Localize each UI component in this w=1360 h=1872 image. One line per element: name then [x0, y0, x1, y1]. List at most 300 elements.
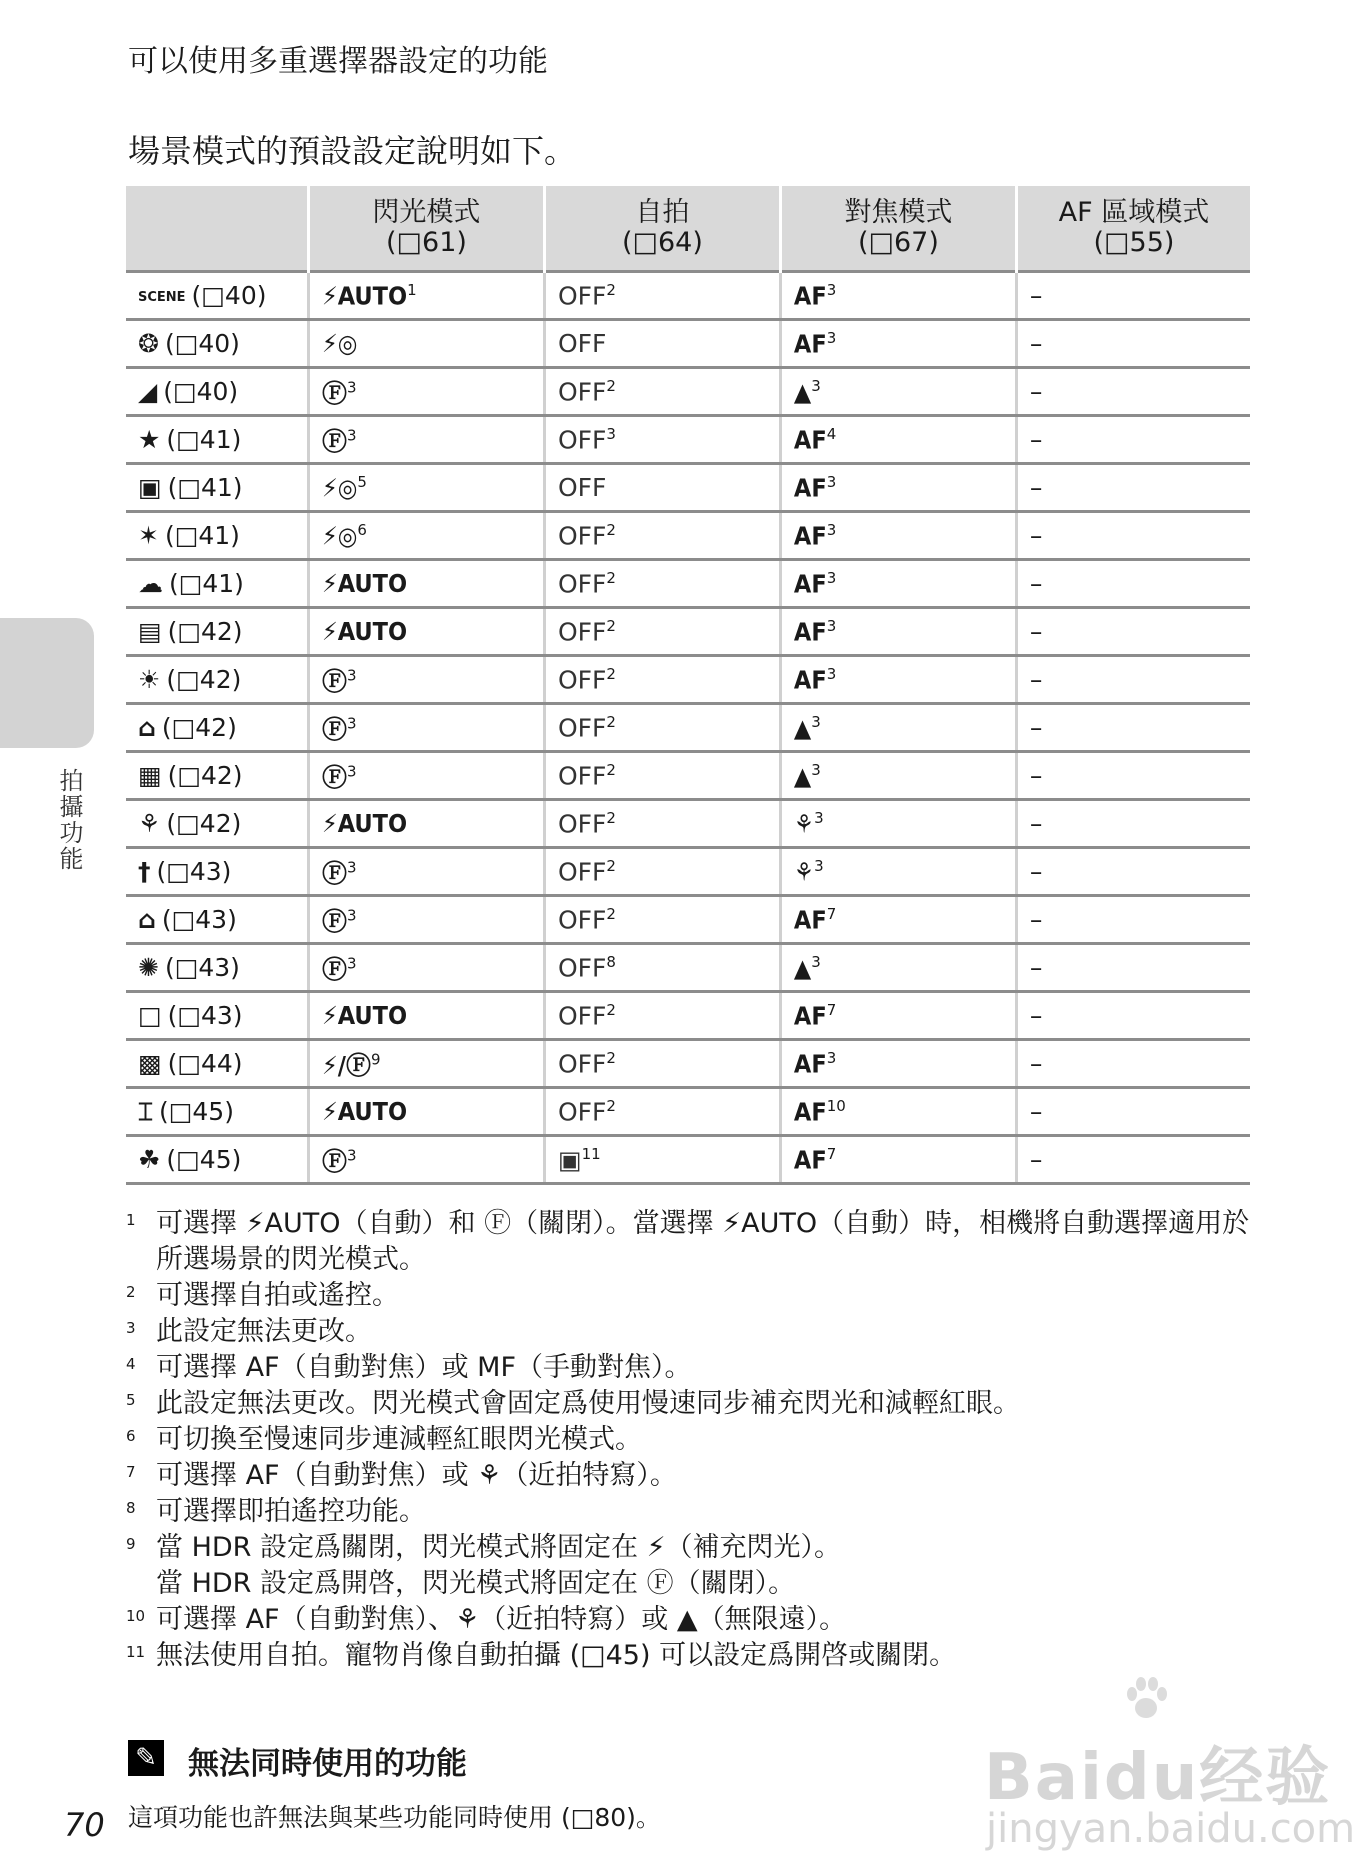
table-row	[126, 368, 1250, 416]
footnote-ref: 2	[606, 1000, 616, 1019]
focus-cell-value: AF	[793, 617, 827, 647]
flash-cell	[308, 992, 544, 1040]
self-timer-cell	[544, 1088, 780, 1136]
chapter-tab	[0, 618, 94, 748]
self-timer-cell-value: OFF	[557, 857, 607, 887]
footnote-ref: 3	[811, 712, 821, 731]
header-line: 對焦模式	[844, 197, 953, 228]
footnote-number: 10	[126, 1607, 146, 1625]
flash-cell	[308, 704, 544, 752]
af-area-cell-value: –	[1029, 1049, 1043, 1078]
focus-cell	[780, 1088, 1016, 1136]
footnote	[126, 1386, 1256, 1422]
focus-cell	[780, 848, 1016, 896]
page-ref: (□42)	[166, 809, 242, 838]
footnote-number: 7	[126, 1463, 136, 1481]
footnote-ref: 2	[606, 568, 616, 587]
af-area-cell	[1016, 416, 1250, 464]
page-header: 可以使用多重選擇器設定的功能	[128, 44, 548, 79]
af-area-cell-value: –	[1029, 281, 1043, 310]
table-row	[126, 656, 1250, 704]
self-timer-cell-value: OFF	[557, 377, 607, 407]
scene-cell	[126, 704, 308, 752]
footnote-ref: 5	[357, 472, 367, 491]
focus-cell	[780, 608, 1016, 656]
self-timer-cell	[544, 608, 780, 656]
footnote-ref: 2	[606, 520, 616, 539]
self-timer-cell-value: OFF	[557, 761, 607, 791]
scene-cell	[126, 944, 308, 992]
scene-mode-icon: □	[138, 1001, 162, 1030]
self-timer-cell	[544, 368, 780, 416]
footnote-ref: 3	[346, 1146, 357, 1165]
af-area-cell	[1016, 1040, 1250, 1088]
scene-cell	[126, 512, 308, 560]
header-line: 閃光模式	[372, 197, 481, 228]
focus-cell-value: AF	[793, 425, 827, 455]
scene-cell	[126, 1040, 308, 1088]
af-area-cell	[1016, 1088, 1250, 1136]
chapter-label: 拍攝功能	[55, 768, 83, 872]
af-area-cell-value: –	[1029, 377, 1043, 406]
scene-mode-icon: ⌶	[138, 1096, 154, 1126]
page-ref: (□42)	[167, 761, 243, 790]
self-timer-cell	[544, 272, 780, 320]
page-ref: (□43)	[161, 905, 237, 934]
scene-defaults-table	[126, 186, 1250, 1185]
footnote-ref: 3	[826, 1048, 837, 1067]
af-area-cell-value: –	[1029, 1097, 1043, 1126]
af-area-cell	[1016, 368, 1250, 416]
page-ref: (□43)	[156, 857, 232, 886]
scene-mode-icon: ❂	[138, 329, 159, 358]
page-ref: (□41)	[166, 425, 242, 454]
self-timer-cell-value: OFF	[557, 665, 607, 695]
flash-cell	[308, 272, 544, 320]
flash-cell-value: Ⓕ	[321, 666, 347, 696]
footnote-text: 可切換至慢速同步連減輕紅眼閃光模式。	[156, 1424, 642, 1455]
footnote	[126, 1458, 1256, 1494]
scene-cell	[126, 1088, 308, 1136]
footnote-ref: 3	[826, 616, 837, 635]
footnote-ref: 2	[606, 664, 616, 683]
footnote-ref: 2	[606, 904, 616, 923]
af-area-cell-value: –	[1029, 761, 1043, 790]
af-area-cell	[1016, 608, 1250, 656]
flash-cell	[308, 896, 544, 944]
table-row	[126, 272, 1250, 320]
footnote-text: 可選擇即拍遙控功能。	[156, 1496, 426, 1527]
header-flash-mode	[308, 186, 544, 272]
scene-cell	[126, 656, 308, 704]
focus-cell	[780, 272, 1016, 320]
focus-cell-value: ▲	[793, 761, 812, 791]
focus-cell-value: AF	[793, 281, 827, 311]
flash-cell	[308, 512, 544, 560]
scene-mode-icon: ✺	[138, 953, 159, 982]
focus-cell-value: ⚘	[793, 809, 815, 839]
scene-cell	[126, 992, 308, 1040]
flash-cell-value: ⚡◎	[321, 473, 358, 503]
footnote	[126, 1314, 1256, 1350]
af-area-cell	[1016, 944, 1250, 992]
scene-cell	[126, 896, 308, 944]
scene-cell	[126, 464, 308, 512]
flash-cell-value: Ⓕ	[321, 762, 347, 792]
scene-cell	[126, 416, 308, 464]
scene-mode-icon: ★	[138, 425, 161, 454]
af-area-cell-value: –	[1029, 857, 1043, 886]
scene-cell	[126, 1136, 308, 1184]
footnote-ref: 10	[826, 1096, 846, 1115]
footnote-ref: 3	[826, 472, 837, 491]
flash-cell	[308, 464, 544, 512]
self-timer-cell-value: OFF	[557, 713, 607, 743]
flash-cell	[308, 368, 544, 416]
footnote-text: 當 HDR 設定爲開啓，閃光模式將固定在 Ⓕ（關閉）。	[156, 1568, 796, 1599]
page-ref: (□43)	[167, 1001, 243, 1030]
focus-cell	[780, 944, 1016, 992]
af-area-cell	[1016, 272, 1250, 320]
footnote-text: 當 HDR 設定爲關閉，閃光模式將固定在 ⚡（補充閃光）。	[156, 1532, 842, 1563]
table-header-row	[126, 186, 1250, 272]
focus-cell	[780, 896, 1016, 944]
flash-cell-value: ⚡AUTO	[321, 1097, 408, 1126]
footnote	[126, 1638, 1256, 1674]
self-timer-cell	[544, 944, 780, 992]
page-ref: (□44)	[167, 1049, 243, 1078]
self-timer-cell	[544, 896, 780, 944]
header-text	[622, 197, 703, 258]
footnote-ref: 3	[826, 568, 837, 587]
self-timer-cell-value: OFF	[557, 809, 607, 839]
footnote-ref: 3	[826, 664, 837, 683]
footnote-ref: 4	[826, 424, 837, 443]
watermark-url: jingyan.baidu.com	[986, 1806, 1356, 1852]
flash-cell	[308, 1136, 544, 1184]
af-area-cell-value: –	[1029, 905, 1043, 934]
footnote-text: 此設定無法更改。閃光模式會固定爲使用慢速同步補充閃光和減輕紅眼。	[156, 1388, 1020, 1419]
af-area-cell	[1016, 560, 1250, 608]
focus-cell	[780, 464, 1016, 512]
footnote-ref: 3	[346, 954, 357, 973]
flash-cell	[308, 656, 544, 704]
flash-cell-value: ⚡AUTO	[321, 281, 408, 311]
footnote-ref: 3	[826, 520, 837, 539]
flash-cell	[308, 944, 544, 992]
header-text	[372, 197, 480, 258]
self-timer-cell-value: OFF	[557, 569, 607, 599]
page-ref: (□41)	[164, 521, 240, 550]
flash-cell	[308, 1088, 544, 1136]
table-row	[126, 1040, 1250, 1088]
scene-mode-icon: ☀	[138, 665, 161, 694]
footnote	[126, 1494, 1256, 1530]
focus-cell	[780, 368, 1016, 416]
flash-cell	[308, 320, 544, 368]
scene-mode-icon: ⚘	[138, 809, 161, 838]
af-area-cell	[1016, 464, 1250, 512]
af-area-cell-value: –	[1029, 329, 1043, 358]
footnote-ref: 2	[606, 376, 616, 395]
focus-cell	[780, 704, 1016, 752]
footnote-ref: 2	[606, 1048, 616, 1067]
self-timer-cell	[544, 800, 780, 848]
flash-cell	[308, 416, 544, 464]
footnote-ref: 3	[346, 714, 357, 733]
flash-cell-value: ⚡/Ⓕ	[321, 1050, 371, 1080]
self-timer-cell-value: OFF	[557, 905, 607, 935]
header-text	[1059, 197, 1210, 258]
footnote-ref: 7	[826, 904, 837, 923]
self-timer-cell-value: OFF	[557, 953, 607, 983]
header-scene	[126, 186, 308, 272]
footnote-number: 5	[126, 1391, 136, 1409]
page-ref: (□42)	[161, 713, 237, 742]
table-row	[126, 800, 1250, 848]
flash-cell-value: Ⓕ	[321, 378, 347, 408]
footnote	[126, 1350, 1256, 1386]
focus-cell-value: AF	[793, 665, 827, 695]
self-timer-cell-value: OFF	[557, 521, 607, 551]
footnote-ref: 2	[606, 616, 616, 635]
page-number: 70	[64, 1806, 105, 1844]
footnote	[126, 1602, 1256, 1638]
focus-cell-value: AF	[793, 521, 827, 551]
footnote-ref: 2	[606, 856, 616, 875]
footnote-ref: 8	[606, 952, 616, 971]
footnote-ref: 7	[826, 1000, 837, 1019]
header-af-area-mode	[1016, 186, 1250, 272]
self-timer-cell-value: OFF	[557, 329, 607, 358]
footnote-ref: 3	[346, 762, 357, 781]
af-area-cell	[1016, 896, 1250, 944]
flash-cell-value: ⚡AUTO	[321, 1001, 408, 1030]
focus-cell-value: AF	[793, 569, 827, 599]
flash-cell-value: Ⓕ	[321, 954, 347, 984]
flash-cell-value: Ⓕ	[321, 714, 347, 744]
self-timer-cell	[544, 848, 780, 896]
focus-cell	[780, 800, 1016, 848]
page-ref: (□42)	[166, 665, 242, 694]
watermark-logo: Baidu经验	[984, 1741, 1332, 1815]
focus-cell	[780, 1040, 1016, 1088]
header-focus-mode	[780, 186, 1016, 272]
footnote-text: 此設定無法更改。	[156, 1316, 372, 1347]
flash-cell	[308, 752, 544, 800]
footnote-ref: 7	[826, 1144, 837, 1163]
focus-cell	[780, 416, 1016, 464]
footnote-ref: 2	[606, 1096, 616, 1115]
table-row	[126, 752, 1250, 800]
af-area-cell-value: –	[1029, 1001, 1043, 1030]
self-timer-cell	[544, 560, 780, 608]
flash-cell	[308, 1040, 544, 1088]
scene-mode-icon: ☘	[138, 1145, 161, 1174]
page-ref: (□45)	[159, 1096, 234, 1126]
table-row	[126, 1088, 1250, 1136]
focus-cell-value: AF	[793, 905, 827, 935]
page-ref: (□41)	[169, 569, 244, 598]
footnote-ref: 3	[346, 426, 357, 445]
self-timer-cell	[544, 752, 780, 800]
focus-cell	[780, 1136, 1016, 1184]
footnote-number: 1	[126, 1211, 136, 1229]
footnote-ref: 3	[811, 952, 821, 971]
self-timer-cell	[544, 656, 780, 704]
focus-cell-value: AF	[793, 1145, 827, 1175]
self-timer-cell-value: OFF	[557, 1097, 607, 1127]
footnote	[126, 1278, 1256, 1314]
focus-cell-value: AF	[793, 329, 827, 359]
footnote-ref: 9	[370, 1050, 381, 1069]
af-area-cell	[1016, 512, 1250, 560]
af-area-cell-value: –	[1029, 473, 1043, 502]
scene-mode-icon: ⌂	[138, 905, 156, 934]
table-row	[126, 704, 1250, 752]
scene-cell	[126, 800, 308, 848]
af-area-cell	[1016, 1136, 1250, 1184]
af-area-cell	[1016, 992, 1250, 1040]
af-area-cell-value: –	[1029, 809, 1043, 838]
self-timer-cell	[544, 320, 780, 368]
header-self-timer	[544, 186, 780, 272]
af-area-cell	[1016, 800, 1250, 848]
table-row	[126, 320, 1250, 368]
focus-cell-value: ▲	[793, 713, 812, 743]
self-timer-cell-value: OFF	[557, 425, 607, 455]
self-timer-cell-value: OFF	[557, 473, 607, 502]
focus-cell-value: AF	[793, 1049, 827, 1079]
table-row	[126, 848, 1250, 896]
table-row	[126, 944, 1250, 992]
af-area-cell	[1016, 320, 1250, 368]
af-area-cell	[1016, 848, 1250, 896]
self-timer-cell	[544, 512, 780, 560]
self-timer-cell-value: OFF	[557, 1001, 607, 1031]
table-row	[126, 464, 1250, 512]
footnote	[126, 1530, 1256, 1566]
flash-cell	[308, 608, 544, 656]
paw-logo-icon	[1124, 1676, 1168, 1722]
self-timer-cell	[544, 704, 780, 752]
focus-cell	[780, 656, 1016, 704]
footnote-ref: 3	[826, 328, 837, 347]
table-row	[126, 560, 1250, 608]
footnote-ref: 6	[357, 520, 367, 539]
focus-cell	[780, 320, 1016, 368]
focus-cell	[780, 560, 1016, 608]
footnote-text: 可選擇自拍或遙控。	[156, 1280, 399, 1311]
self-timer-cell-value: OFF	[557, 1049, 607, 1079]
flash-cell-value: ⚡AUTO	[321, 617, 408, 646]
page-ref: (□40)	[191, 281, 267, 310]
footnote-ref: 3	[346, 378, 357, 397]
header-line: (□67)	[857, 227, 939, 258]
footnote-ref: 3	[346, 858, 357, 877]
footnote-text: 可選擇 AF（自動對焦）、⚘（近拍特寫）或 ▲（無限遠）。	[156, 1604, 847, 1635]
scene-mode-icon: ✶	[138, 521, 159, 550]
af-area-cell-value: –	[1029, 617, 1043, 646]
table-row	[126, 896, 1250, 944]
table-row	[126, 512, 1250, 560]
header-line: (□55)	[1093, 227, 1175, 258]
footnote-ref: 2	[606, 712, 616, 731]
footnote-number: 6	[126, 1427, 136, 1445]
footnote-ref: 3	[606, 424, 616, 443]
scene-mode-icon: ◢	[138, 377, 158, 406]
footnote-text: 可選擇 AF（自動對焦）或 MF（手動對焦）。	[156, 1352, 692, 1383]
scene-cell	[126, 848, 308, 896]
footnote-number: 8	[126, 1499, 136, 1517]
footnote-ref: 3	[346, 666, 357, 685]
page-ref: (□42)	[167, 617, 243, 646]
scene-mode-icon: ☁	[138, 569, 163, 598]
footnote-ref: 3	[811, 376, 821, 395]
footnote-ref: 3	[811, 760, 821, 779]
footnote-number: 3	[126, 1319, 136, 1337]
footnote-ref: 3	[814, 808, 824, 827]
flash-cell-value: Ⓕ	[321, 426, 347, 456]
scene-cell	[126, 368, 308, 416]
focus-cell	[780, 752, 1016, 800]
self-timer-cell-value: OFF	[557, 281, 607, 311]
focus-cell-value: ▲	[793, 953, 812, 983]
footnote-ref: 3	[814, 856, 824, 875]
footnote-text: 可選擇 AF（自動對焦）或 ⚘（近拍特寫）。	[156, 1460, 677, 1491]
af-area-cell-value: –	[1029, 569, 1043, 598]
footnote	[126, 1206, 1256, 1278]
scene-cell	[126, 320, 308, 368]
scene-mode-icon: ▣	[138, 473, 162, 502]
focus-cell-value: AF	[793, 1001, 827, 1031]
scene-cell	[126, 272, 308, 320]
table-row	[126, 608, 1250, 656]
af-area-cell	[1016, 704, 1250, 752]
footnote-ref: 3	[346, 906, 357, 925]
scene-mode-icon: †	[138, 857, 151, 886]
page-ref: (□43)	[164, 953, 240, 982]
footnote-ref: 1	[407, 280, 417, 299]
pencil-icon: ✎	[128, 1740, 164, 1776]
tip-title: 無法同時使用的功能	[188, 1746, 467, 1782]
page-ref: (□45)	[166, 1145, 242, 1174]
af-area-cell-value: –	[1029, 953, 1043, 982]
self-timer-cell	[544, 464, 780, 512]
af-area-cell	[1016, 656, 1250, 704]
flash-cell-value: Ⓕ	[321, 906, 347, 936]
footnote-text: 可選擇 ⚡AUTO（自動）和 Ⓕ（關閉）。當選擇 ⚡AUTO（自動）時，相機將自動選擇適用於所選場景的閃光模式。	[156, 1208, 1250, 1275]
intro-text: 場景模式的預設設定說明如下。	[128, 132, 577, 170]
footnote-ref: 11	[581, 1144, 601, 1163]
flash-cell-value: ⚡AUTO	[321, 569, 408, 598]
focus-cell	[780, 512, 1016, 560]
scene-mode-icon: ▦	[138, 761, 162, 790]
af-area-cell-value: –	[1029, 665, 1043, 694]
focus-cell-value: AF	[793, 1097, 827, 1127]
page-ref: (□40)	[163, 377, 239, 406]
af-area-cell-value: –	[1029, 521, 1043, 550]
af-area-cell-value: –	[1029, 713, 1043, 742]
table-row	[126, 1136, 1250, 1184]
table-body	[126, 272, 1250, 1184]
footnote-number: 11	[126, 1643, 146, 1661]
table-row	[126, 416, 1250, 464]
footnote-ref: 2	[606, 280, 616, 299]
focus-cell	[780, 992, 1016, 1040]
flash-cell-value: Ⓕ	[321, 858, 347, 888]
focus-cell-value: ⚘	[793, 857, 815, 887]
